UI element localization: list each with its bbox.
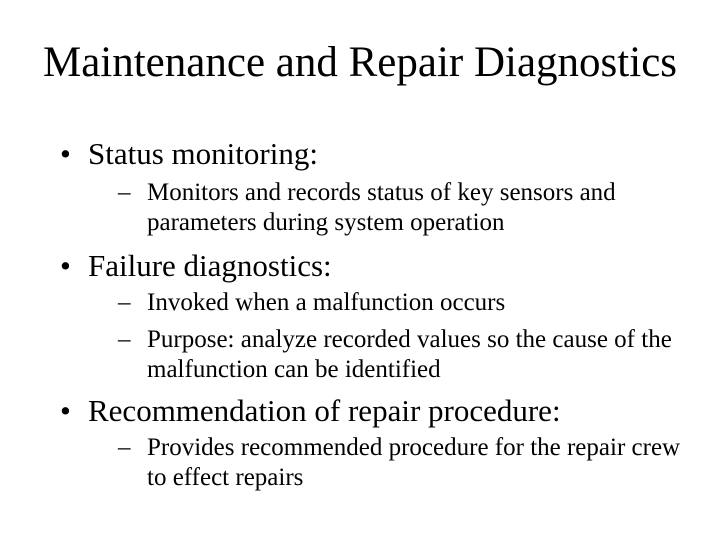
sub-bullet bbox=[118, 288, 688, 318]
dash-icon: – bbox=[118, 434, 131, 461]
sub-bullet-text: Monitors and records status of key sensors and parameters during system operation bbox=[147, 179, 616, 236]
bullet-icon: • bbox=[60, 248, 71, 283]
sub-bullet bbox=[118, 433, 688, 493]
sub-bullet-text: Purpose: analyze recorded values so the cause of the malfunction can be identified bbox=[147, 326, 672, 383]
sub-bullet-text: Provides recommended procedure for the repair crew to effect repairs bbox=[147, 434, 681, 491]
sub-bullet bbox=[118, 178, 688, 238]
bullet-recommendation bbox=[60, 393, 561, 429]
dash-icon: – bbox=[118, 289, 131, 316]
dash-icon: – bbox=[118, 179, 131, 206]
bullet-text: Failure diagnostics: bbox=[88, 248, 332, 283]
bullet-text: Status monitoring: bbox=[88, 136, 318, 171]
slide-title: Maintenance and Repair Diagnostics bbox=[42, 39, 678, 86]
dash-icon: – bbox=[118, 326, 131, 353]
sub-bullet bbox=[118, 325, 688, 385]
bullet-icon: • bbox=[60, 393, 71, 428]
bullet-failure-diagnostics bbox=[60, 248, 332, 284]
bullet-text: Recommendation of repair procedure: bbox=[88, 393, 561, 428]
bullet-status-monitoring bbox=[60, 136, 318, 172]
sub-bullet-text: Invoked when a malfunction occurs bbox=[147, 289, 506, 316]
bullet-icon: • bbox=[60, 136, 71, 171]
